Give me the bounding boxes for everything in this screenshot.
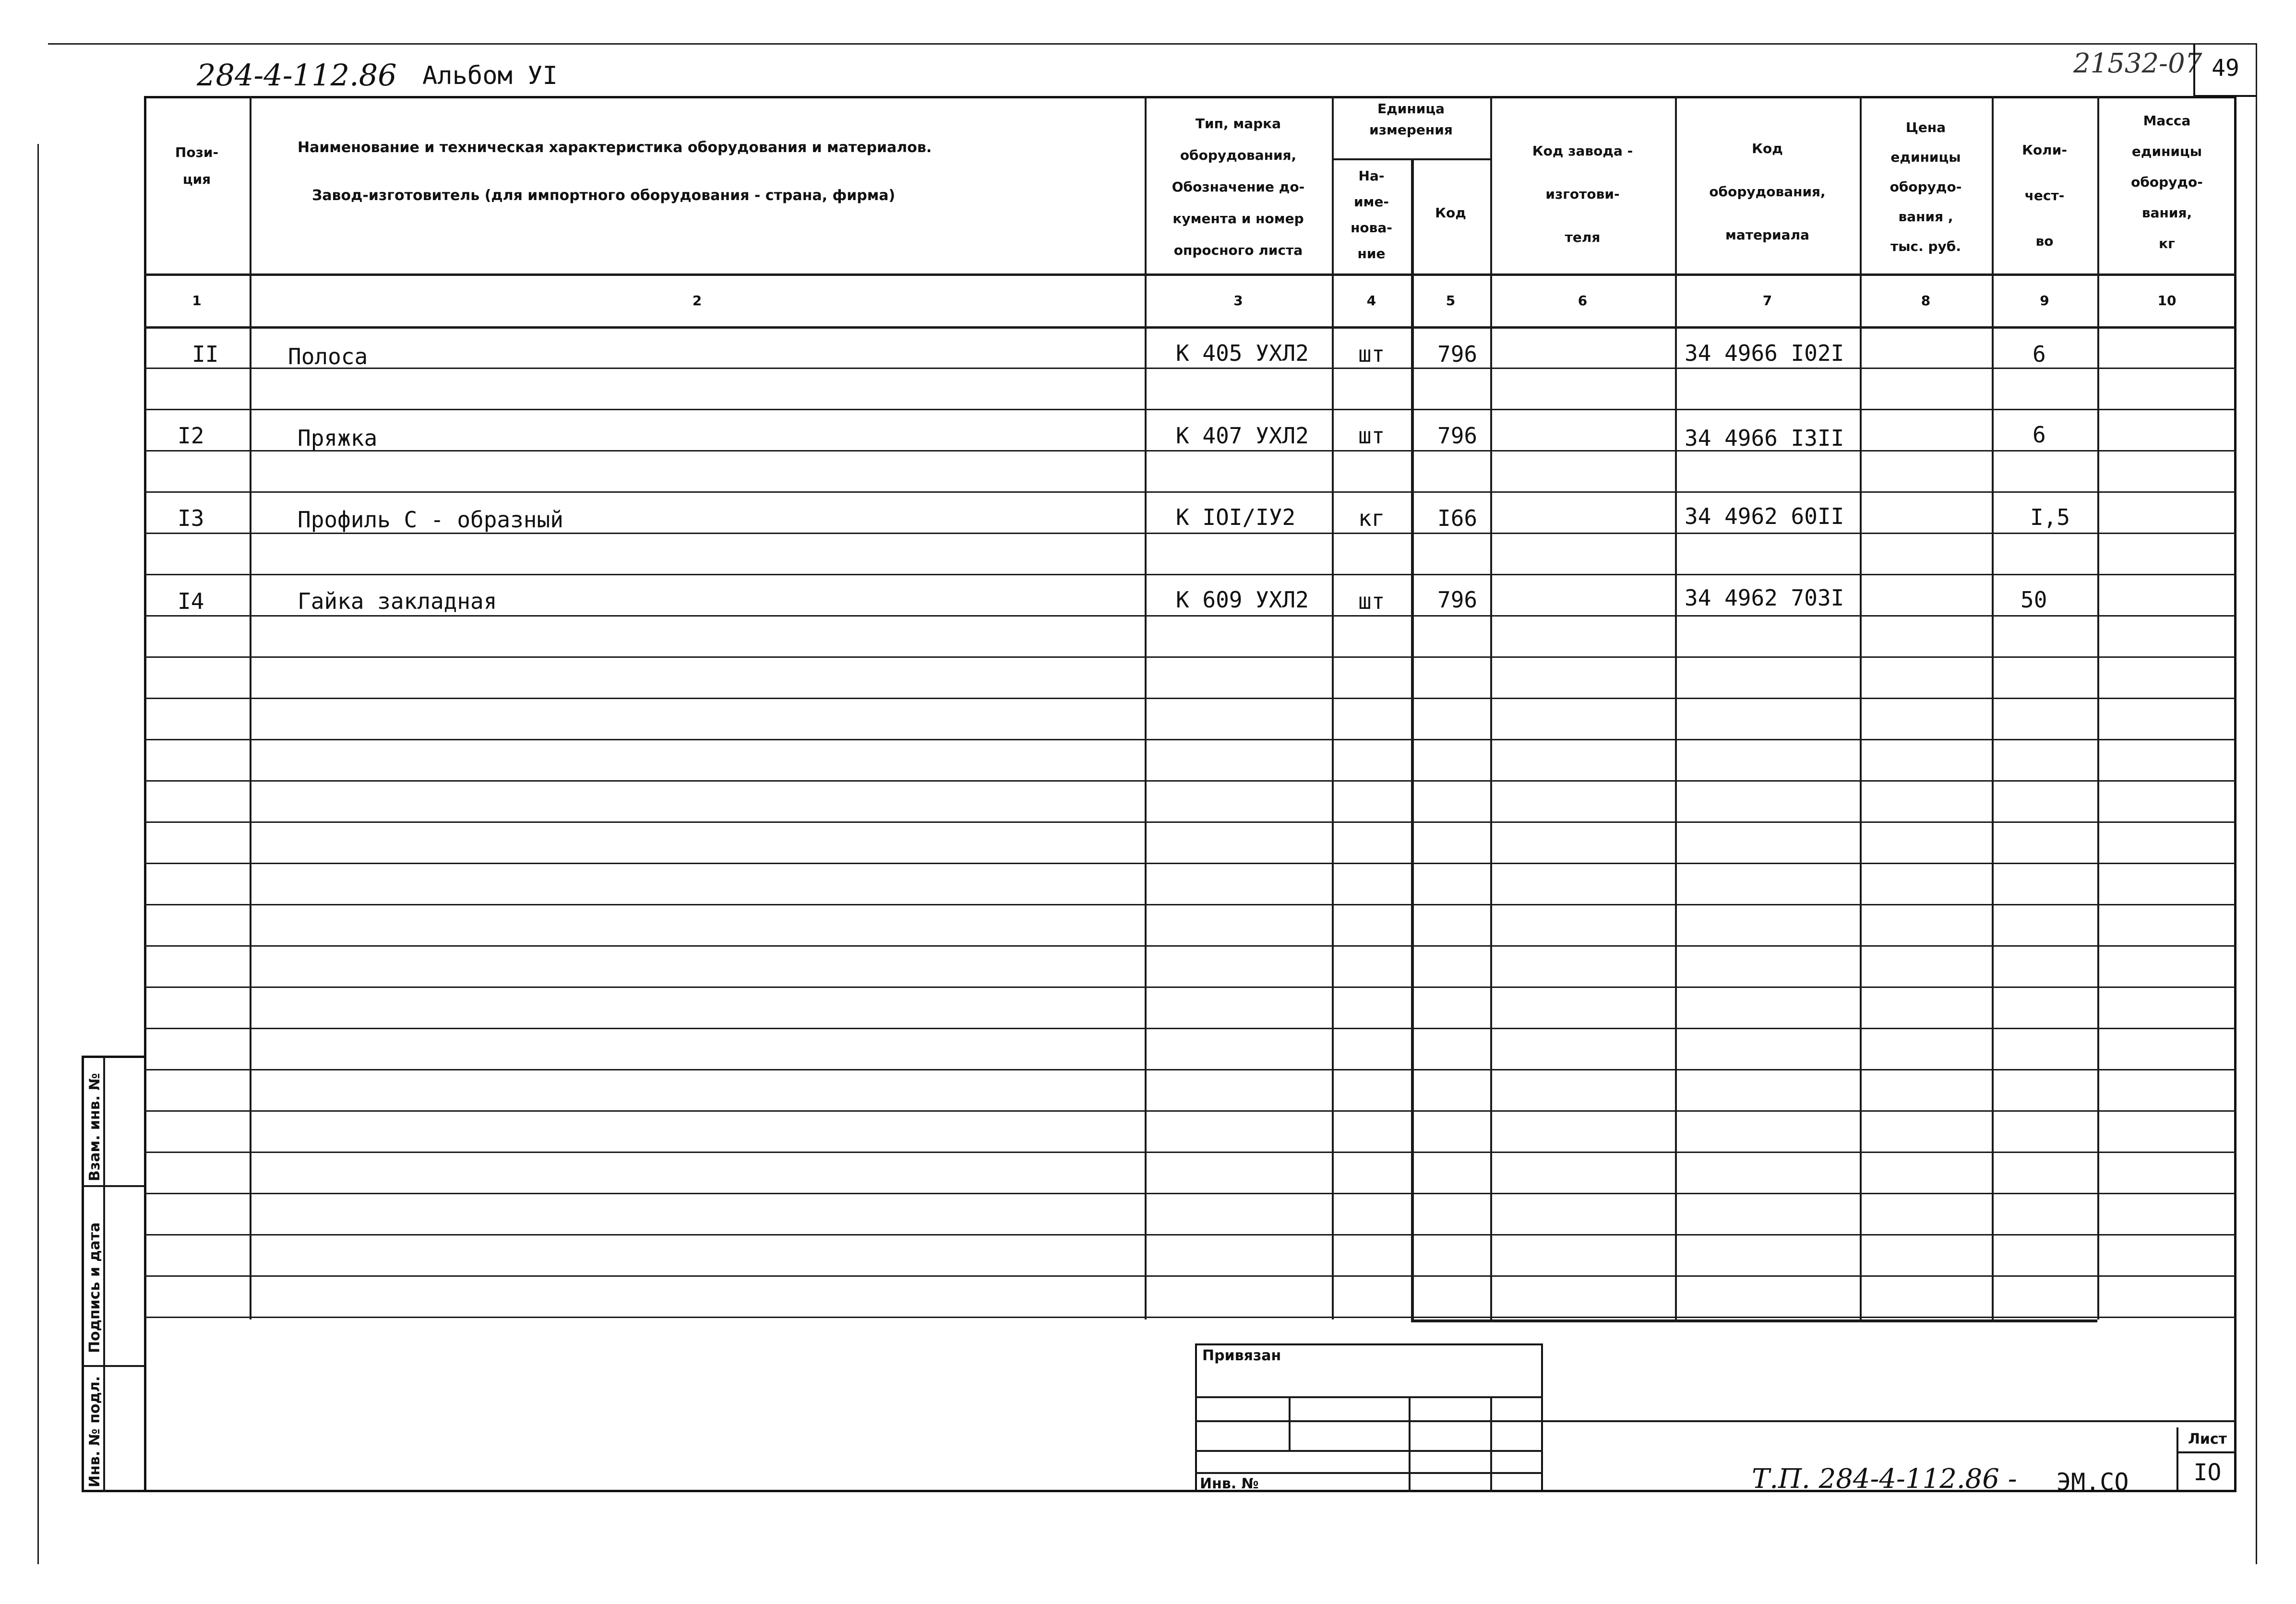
col-line-7 [1860, 96, 1862, 1319]
row-rule [144, 1317, 2236, 1318]
row-name: Полоса [288, 344, 368, 369]
row-type: К IOI/IУ2 [1176, 504, 1296, 530]
row-position: I2 [178, 423, 204, 449]
col-line-5 [1490, 96, 1492, 1319]
row-material-code: 34 4966 I02I [1685, 340, 1844, 366]
doc-code-handwritten: Т.П. 284-4-112.86 - [1752, 1463, 2017, 1495]
row-rule [144, 1028, 2236, 1029]
header-quantity: Коли- чест- во [2022, 142, 2067, 249]
header-name-line1: Наименование и техническая характеристика оборудования и материалов. [298, 139, 932, 156]
colnum-10: 10 [2157, 293, 2176, 309]
row-rule [144, 739, 2236, 740]
row-unit-code: 796 [1437, 341, 1478, 367]
album-label: Альбом УI [422, 61, 558, 90]
col-line-3 [1332, 96, 1334, 1319]
archive-number: 21532-07 [2073, 48, 2202, 79]
row-rule [144, 615, 2236, 617]
page-number-box [2193, 44, 2256, 97]
header-name-line2: Завод-изготовитель (для импортного оборудования - страна, фирма) [312, 187, 896, 204]
row-unit: шт [1358, 588, 1385, 614]
colnum-2: 2 [692, 293, 702, 309]
row-quantity: 50 [2021, 587, 2047, 613]
row-rule [144, 821, 2236, 823]
col-line-1 [250, 96, 251, 1319]
row-quantity: 6 [2033, 422, 2046, 448]
row-unit-code: 796 [1437, 423, 1478, 449]
header-mass: Масса единицы оборудо- вания, кг [2131, 113, 2203, 251]
row-rule [144, 368, 2236, 369]
header-plant-code: Код завода - изготови- теля [1532, 143, 1633, 245]
row-rule [144, 1152, 2236, 1153]
row-rule [144, 656, 2236, 658]
row-rule [144, 1234, 2236, 1236]
row-name: Профиль С - образный [298, 507, 563, 533]
row-type: К 609 УХЛ2 [1176, 587, 1309, 613]
stamp-vline-2 [1409, 1396, 1411, 1492]
row-rule [144, 698, 2236, 699]
colnum-4: 4 [1366, 293, 1376, 309]
row-type: К 405 УХЛ2 [1176, 340, 1309, 366]
side-stamp-divider [103, 1056, 105, 1492]
row-rule [144, 574, 2236, 575]
colnum-8: 8 [1921, 293, 1931, 309]
row-quantity: I,5 [2030, 504, 2070, 530]
row-unit-code: I66 [1437, 505, 1478, 531]
colnum-5: 5 [1446, 293, 1456, 309]
colnum-6: 6 [1578, 293, 1588, 309]
side-stamp-sep-2 [82, 1365, 144, 1367]
row-rule [144, 1193, 2236, 1194]
header-type: Тип, марка оборудования, Обозначение до- кумента и номер опросного листа [1172, 116, 1305, 258]
row-rule [144, 986, 2236, 988]
row-name: Пряжка [298, 425, 378, 451]
header-material-code: Код оборудования, материала [1709, 141, 1826, 243]
row-unit: кг [1358, 505, 1385, 531]
side-stamp-sep-1 [82, 1185, 144, 1187]
row-position: II [192, 341, 219, 367]
row-position: I3 [178, 505, 204, 531]
doc-code-suffix: ЭМ.СО [2057, 1468, 2129, 1496]
side-label-vzam: Взам. инв. № [86, 1073, 103, 1181]
row-material-code: 34 4966 I3II [1685, 425, 1844, 451]
row-rule [144, 409, 2236, 410]
row-rule [144, 1110, 2236, 1112]
side-label-inv: Инв. № подл. [86, 1376, 103, 1487]
sheet-left-edge [37, 144, 39, 1564]
side-label-podpis: Подпись и дата [86, 1222, 103, 1353]
row-name: Гайка закладная [298, 588, 497, 614]
stamp-privyazan: Привязан [1202, 1347, 1281, 1364]
row-rule [144, 1275, 2236, 1277]
stamp-inv-no: Инв. № [1200, 1475, 1259, 1492]
bold-bottom-line [1411, 1319, 2097, 1322]
header-price: Цена единицы оборудо- вания , тыс. руб. [1889, 119, 1962, 254]
sheet-right-edge [2256, 43, 2257, 1564]
row-rule [144, 780, 2236, 782]
colnum-1: 1 [192, 293, 202, 309]
colnum-3: 3 [1233, 293, 1243, 309]
row-unit: шт [1358, 341, 1385, 367]
row-rule [144, 450, 2236, 451]
document-code-handwritten: 284-4-112.86 [197, 58, 397, 93]
numbers-bottom-line [144, 326, 2236, 329]
header-bottom-line [144, 273, 2236, 276]
page-number: 49 [2212, 55, 2239, 82]
colnum-7: 7 [1762, 293, 1772, 309]
row-quantity: 6 [2033, 341, 2046, 367]
sheet-top-edge [48, 43, 2256, 45]
stamp-vline-3 [1490, 1396, 1492, 1492]
row-type: К 407 УХЛ2 [1176, 423, 1309, 449]
row-unit: шт [1358, 423, 1385, 449]
unit-group-divider [1332, 158, 1490, 160]
row-unit-code: 796 [1437, 587, 1478, 613]
col-line-2 [1145, 96, 1147, 1319]
colnum-9: 9 [2040, 293, 2049, 309]
col-line-8 [1992, 96, 1994, 1319]
title-block-line [1543, 1420, 2236, 1422]
row-material-code: 34 4962 703I [1685, 585, 1844, 611]
row-rule [144, 945, 2236, 947]
row-material-code: 34 4962 60II [1685, 503, 1844, 529]
row-rule [144, 1069, 2236, 1070]
col-line-9 [2097, 96, 2099, 1319]
row-rule [144, 904, 2236, 905]
header-unit-group: Единица измерения [1369, 101, 1453, 138]
sheet-box [2176, 1427, 2236, 1492]
sheet-label: Лист [2178, 1427, 2236, 1453]
header-position: Пози- ция [175, 144, 219, 187]
header-unit-code: Код [1435, 205, 1466, 221]
col-line-6 [1675, 96, 1677, 1319]
header-unit-name: На- име- нова- ние [1351, 168, 1392, 261]
row-rule [144, 491, 2236, 493]
sheet-number: IO [2193, 1459, 2222, 1486]
row-rule [144, 863, 2236, 864]
stamp-vline-1 [1289, 1396, 1291, 1450]
row-position: I4 [178, 588, 204, 614]
